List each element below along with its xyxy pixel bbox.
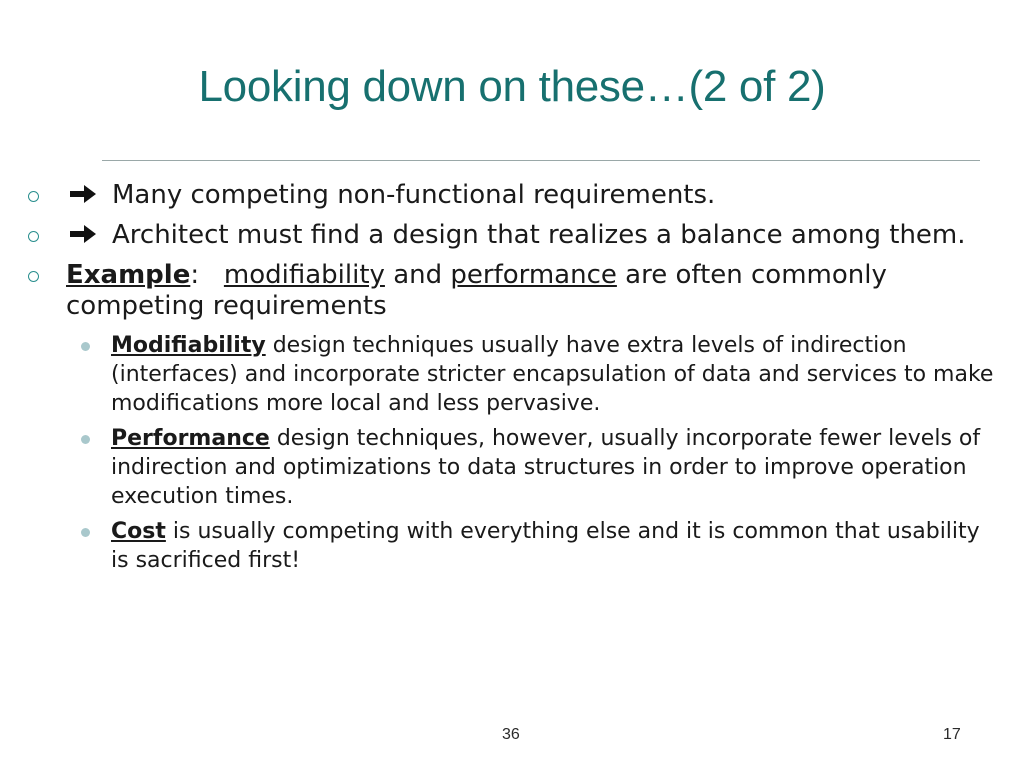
hollow-circle-icon	[28, 231, 39, 242]
right-arrow-icon	[68, 184, 98, 204]
example-colon: :	[190, 260, 200, 290]
bullet-item	[0, 220, 1024, 251]
joiner-text: and	[393, 260, 443, 290]
bullet-text: Architect must find a design that realizes a balance among them.	[112, 220, 966, 250]
subbullet-item	[0, 517, 1024, 575]
page-number: 17	[943, 726, 961, 743]
slide-title: Looking down on these…(2 of 2)	[198, 62, 826, 111]
subbullet-term: Performance	[111, 426, 270, 451]
subbullet-text: is usually competing with everything else and it is common that usability is sacrificed first!	[111, 519, 980, 573]
hollow-circle-icon	[28, 271, 39, 282]
filled-dot-icon	[81, 342, 90, 351]
subbullet-item	[0, 424, 1024, 511]
subbullet-text: design techniques usually have extra levels of indirection (interfaces) and incorporate stricter encapsulation of data and services to make modifications more local and less pervasive.	[111, 333, 994, 416]
subbullet-term: Modifiability	[111, 333, 266, 358]
filled-dot-icon	[81, 528, 90, 537]
term-performance: performance	[450, 260, 617, 290]
title-divider	[102, 160, 980, 161]
subbullet-text: design techniques, however, usually incorporate fewer levels of indirection and optimizations to data structures in order to improve operation execution times.	[111, 426, 981, 509]
filled-dot-icon	[81, 435, 90, 444]
right-arrow-icon	[68, 224, 98, 244]
subbullet-term: Cost	[111, 519, 166, 544]
bullet-text: are often commonly competing requirements	[66, 260, 887, 321]
slide-content	[0, 180, 1024, 581]
subbullet-item	[0, 331, 1024, 418]
bullet-text: Many competing non-functional requirements.	[112, 180, 716, 210]
bullet-item	[0, 180, 1024, 211]
hollow-circle-icon	[28, 191, 39, 202]
example-label: Example	[66, 260, 191, 290]
bullet-item	[0, 260, 1024, 322]
term-modifiability: modifiability	[223, 260, 385, 290]
footer-center-number: 36	[502, 726, 520, 743]
